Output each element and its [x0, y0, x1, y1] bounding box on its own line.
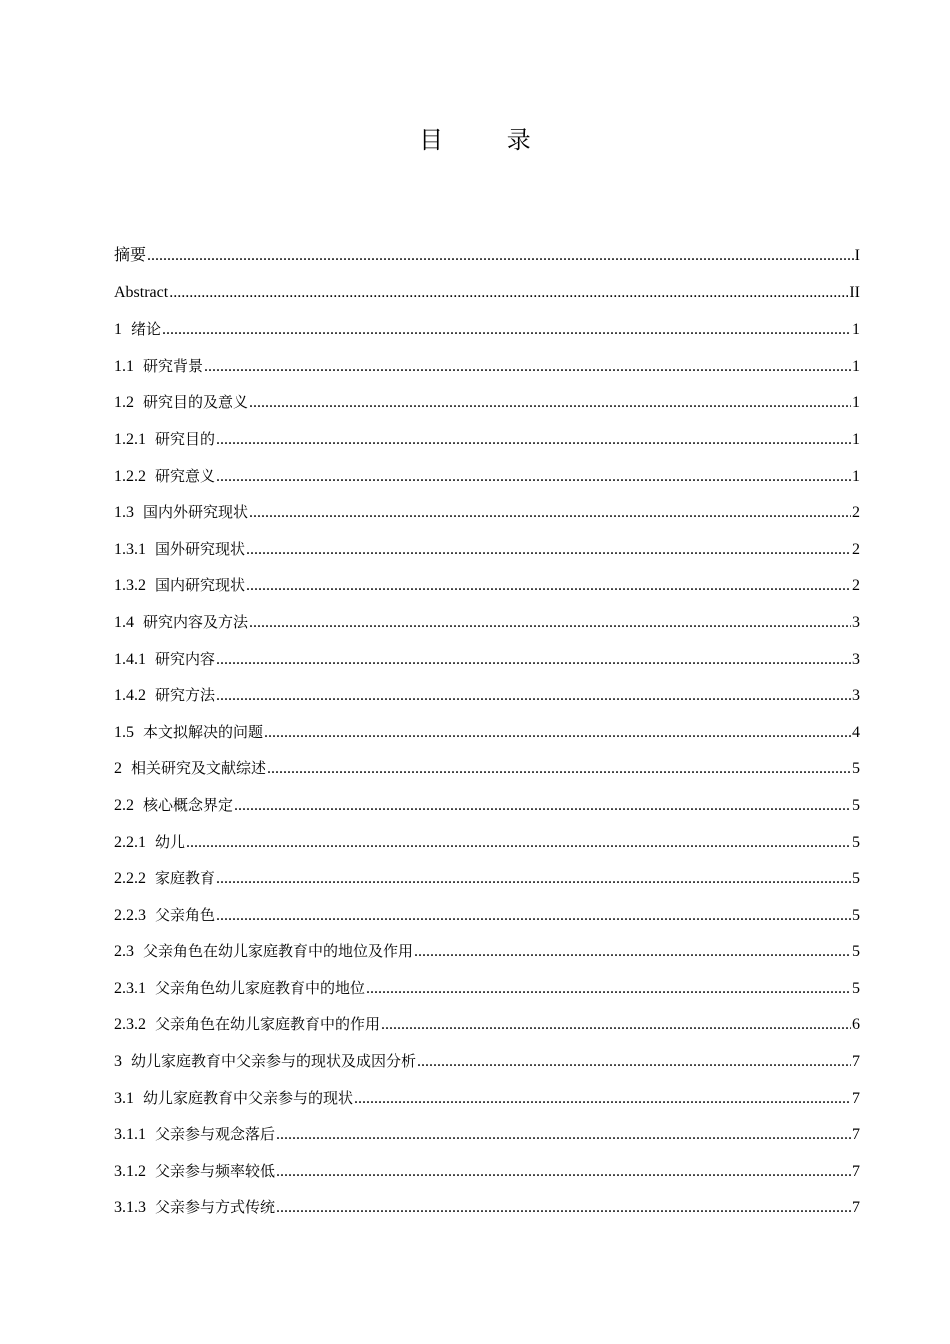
toc-entry-label	[114, 458, 215, 496]
toc-entry[interactable]	[114, 970, 860, 1007]
toc-entry-text: 核心概念界定	[143, 795, 234, 814]
toc-entry-number: 2.3	[114, 943, 134, 961]
toc-entry-page: 1	[852, 394, 860, 412]
toc-entry-text: 本文拟解决的问题	[143, 722, 264, 741]
toc-entry-label	[114, 567, 245, 605]
toc-entry-number: 2.2	[114, 796, 134, 814]
toc-entry-page: 1	[852, 321, 860, 339]
toc-entry-page: 7	[852, 1162, 860, 1180]
toc-entry-number: 1.1	[114, 357, 134, 375]
toc-entry-number: 2.2.1	[114, 833, 146, 851]
toc-entry-number: 1.5	[114, 723, 134, 741]
toc-entry-text: 研究意义	[155, 466, 216, 485]
toc-entry[interactable]	[114, 494, 860, 531]
toc-leader-dots	[216, 459, 851, 496]
toc-entry-label	[114, 787, 233, 825]
toc-entry-number: 2	[114, 760, 122, 778]
toc-entry-page: I	[854, 247, 860, 264]
toc-leader-dots	[249, 605, 851, 642]
toc-entry-number: 1.2.2	[114, 467, 146, 485]
toc-entry-label	[114, 750, 266, 788]
toc-leader-dots	[216, 422, 851, 459]
toc-entry-label	[114, 1043, 416, 1081]
toc-entry[interactable]	[114, 531, 860, 568]
toc-entry-number: 1.2	[114, 394, 134, 412]
toc-leader-dots	[216, 861, 851, 898]
toc-leader-dots	[169, 275, 848, 312]
toc-entry[interactable]	[114, 1116, 860, 1153]
toc-entry-page: 7	[852, 1089, 860, 1107]
toc-entry-text: 国内外研究现状	[143, 503, 249, 522]
toc-entry-text: 研究目的及意义	[143, 393, 249, 412]
toc-entry-page: 7	[852, 1053, 860, 1071]
toc-entry-text: 研究方法	[155, 686, 216, 705]
toc-entry[interactable]	[114, 348, 860, 385]
toc-entry[interactable]	[114, 384, 860, 421]
toc-leader-dots	[276, 1117, 851, 1154]
toc-leader-dots	[249, 495, 851, 532]
toc-leader-dots	[366, 971, 851, 1008]
toc-entry-label	[114, 933, 413, 971]
toc-entry[interactable]	[114, 275, 860, 312]
toc-entry-text: 父亲角色	[155, 905, 216, 924]
toc-entry[interactable]	[114, 458, 860, 495]
toc-leader-dots	[267, 751, 851, 788]
toc-entry-page: 5	[852, 796, 860, 814]
toc-entry-label	[114, 384, 248, 422]
toc-entry-number: 3	[114, 1053, 122, 1071]
toc-entry[interactable]	[114, 677, 860, 714]
toc-entry-text: 父亲参与频率较低	[155, 1161, 276, 1180]
toc-entry-page: 2	[852, 504, 860, 522]
toc-entry[interactable]	[114, 1189, 860, 1226]
toc-entry-page: 5	[852, 870, 860, 888]
toc-entry-text: 父亲参与观念落后	[155, 1125, 276, 1144]
toc-entry-text: 相关研究及文献综述	[131, 759, 267, 778]
toc-entry-text: 研究目的	[155, 429, 216, 448]
toc-entry-page: 5	[852, 906, 860, 924]
toc-entry-label	[114, 348, 203, 386]
toc-entry[interactable]	[114, 933, 860, 970]
toc-entry-text: 绪论	[131, 320, 162, 339]
toc-entry-number: 1.4.1	[114, 650, 146, 668]
toc-entry-text: 幼儿	[155, 832, 186, 851]
toc-entry-page: 3	[852, 613, 860, 631]
toc-entry-page: 1	[852, 430, 860, 448]
toc-entry-label	[114, 641, 215, 679]
toc-entry[interactable]	[114, 1080, 860, 1117]
toc-entry-number: 1.3	[114, 504, 134, 522]
toc-entry-label	[114, 677, 215, 715]
toc-entry-label	[114, 1189, 275, 1227]
toc-entry-label	[114, 531, 245, 569]
toc-leader-dots	[414, 934, 851, 971]
toc-leader-dots	[234, 788, 851, 825]
toc-entry-page: 3	[852, 650, 860, 668]
toc-entry-number: 1.3.2	[114, 577, 146, 595]
toc-entry[interactable]	[114, 714, 860, 751]
toc-entry-number: 2.2.2	[114, 870, 146, 888]
toc-entry-page: 5	[852, 943, 860, 961]
toc-entry-label	[114, 238, 146, 275]
toc-entry-text: 研究内容及方法	[143, 612, 249, 631]
toc-entry-number: 3.1.1	[114, 1126, 146, 1144]
toc-entry[interactable]	[114, 311, 860, 348]
toc-entry-text: 父亲角色在幼儿家庭教育中的作用	[155, 1015, 381, 1034]
toc-entry[interactable]	[114, 897, 860, 934]
toc-entry-text: 家庭教育	[155, 869, 216, 888]
toc-leader-dots	[354, 1081, 851, 1118]
toc-entry-number: 1.4.2	[114, 687, 146, 705]
toc-entry-label	[114, 860, 215, 898]
toc-entry-page: 2	[852, 540, 860, 558]
toc-entry[interactable]	[114, 641, 860, 678]
toc-entry-page: II	[849, 283, 860, 301]
toc-entry-number: 1.2.1	[114, 430, 146, 448]
toc-entry-page: 3	[852, 687, 860, 705]
toc-leader-dots	[264, 715, 851, 752]
toc-entry-label	[114, 421, 215, 459]
toc-entry-number: 2.3.2	[114, 1016, 146, 1034]
toc-leader-dots	[186, 825, 851, 862]
toc-entry-text: 摘要	[114, 247, 147, 264]
toc-entry-number: 2.3.1	[114, 979, 146, 997]
toc-leader-dots	[216, 642, 851, 679]
toc-entry-number: 1	[114, 321, 122, 339]
toc-entry-label	[114, 1080, 353, 1118]
toc-entry-page: 1	[852, 467, 860, 485]
toc-entry[interactable]	[114, 1006, 860, 1043]
toc-entry[interactable]	[114, 567, 860, 604]
toc-entry-label	[114, 1006, 380, 1044]
toc-entry-text: 父亲角色在幼儿家庭教育中的地位及作用	[143, 942, 414, 961]
toc-entry[interactable]	[114, 421, 860, 458]
toc-leader-dots	[216, 678, 851, 715]
toc-entry-text: Abstract	[114, 283, 169, 301]
toc-entry-text: 父亲角色幼儿家庭教育中的地位	[155, 978, 366, 997]
toc-leader-dots	[204, 349, 851, 386]
toc-entry-page: 5	[852, 760, 860, 778]
toc-entry[interactable]	[114, 787, 860, 824]
toc-entry-number: 1.4	[114, 613, 134, 631]
toc-entry[interactable]	[114, 750, 860, 787]
toc-entry[interactable]	[114, 238, 860, 275]
toc-entry-page: 4	[852, 723, 860, 741]
toc-entry-text: 国内研究现状	[155, 576, 246, 595]
toc-entry-text: 研究背景	[143, 356, 204, 375]
toc-entry-text: 父亲参与方式传统	[155, 1198, 276, 1217]
toc-entry-number: 3.1.2	[114, 1162, 146, 1180]
toc-entry-label	[114, 897, 215, 935]
toc-entry-text: 国外研究现状	[155, 539, 246, 558]
toc-leader-dots	[216, 898, 851, 935]
toc-entry[interactable]	[114, 604, 860, 641]
toc-entry-page: 5	[852, 833, 860, 851]
toc-entry-text: 研究内容	[155, 649, 216, 668]
toc-entry[interactable]	[114, 824, 860, 861]
toc-entry-label	[114, 311, 161, 349]
toc-leader-dots	[276, 1154, 851, 1191]
toc-entry-page: 6	[852, 1016, 860, 1034]
toc-entry-label	[114, 275, 168, 312]
toc-entry[interactable]	[114, 860, 860, 897]
toc-leader-dots	[249, 385, 851, 422]
toc-list	[114, 238, 860, 1226]
toc-leader-dots	[147, 238, 854, 275]
toc-entry-page: 5	[852, 979, 860, 997]
toc-entry-text: 幼儿家庭教育中父亲参与的现状	[143, 1088, 354, 1107]
toc-entry-label	[114, 604, 248, 642]
toc-entry-page: 7	[852, 1199, 860, 1217]
toc-entry-label	[114, 1116, 275, 1154]
toc-leader-dots	[246, 532, 851, 569]
toc-leader-dots	[381, 1007, 851, 1044]
toc-title: 目 录	[419, 126, 559, 154]
toc-entry-label	[114, 714, 263, 752]
toc-entry-label	[114, 1153, 275, 1191]
toc-leader-dots	[162, 312, 851, 349]
toc-entry-number: 2.2.3	[114, 906, 146, 924]
toc-entry-page: 1	[852, 357, 860, 375]
toc-entry[interactable]	[114, 1153, 860, 1190]
toc-entry-number: 3.1	[114, 1089, 134, 1107]
toc-entry[interactable]	[114, 1043, 860, 1080]
toc-entry-number: 1.3.1	[114, 540, 146, 558]
toc-entry-number: 3.1.3	[114, 1199, 146, 1217]
toc-entry-label	[114, 970, 365, 1008]
toc-leader-dots	[417, 1044, 851, 1081]
toc-entry-label	[114, 494, 248, 532]
toc-entry-label	[114, 824, 185, 862]
toc-entry-text: 幼儿家庭教育中父亲参与的现状及成因分析	[131, 1052, 417, 1071]
toc-leader-dots	[276, 1190, 851, 1227]
toc-entry-page: 2	[852, 577, 860, 595]
toc-leader-dots	[246, 568, 851, 605]
toc-entry-page: 7	[852, 1126, 860, 1144]
